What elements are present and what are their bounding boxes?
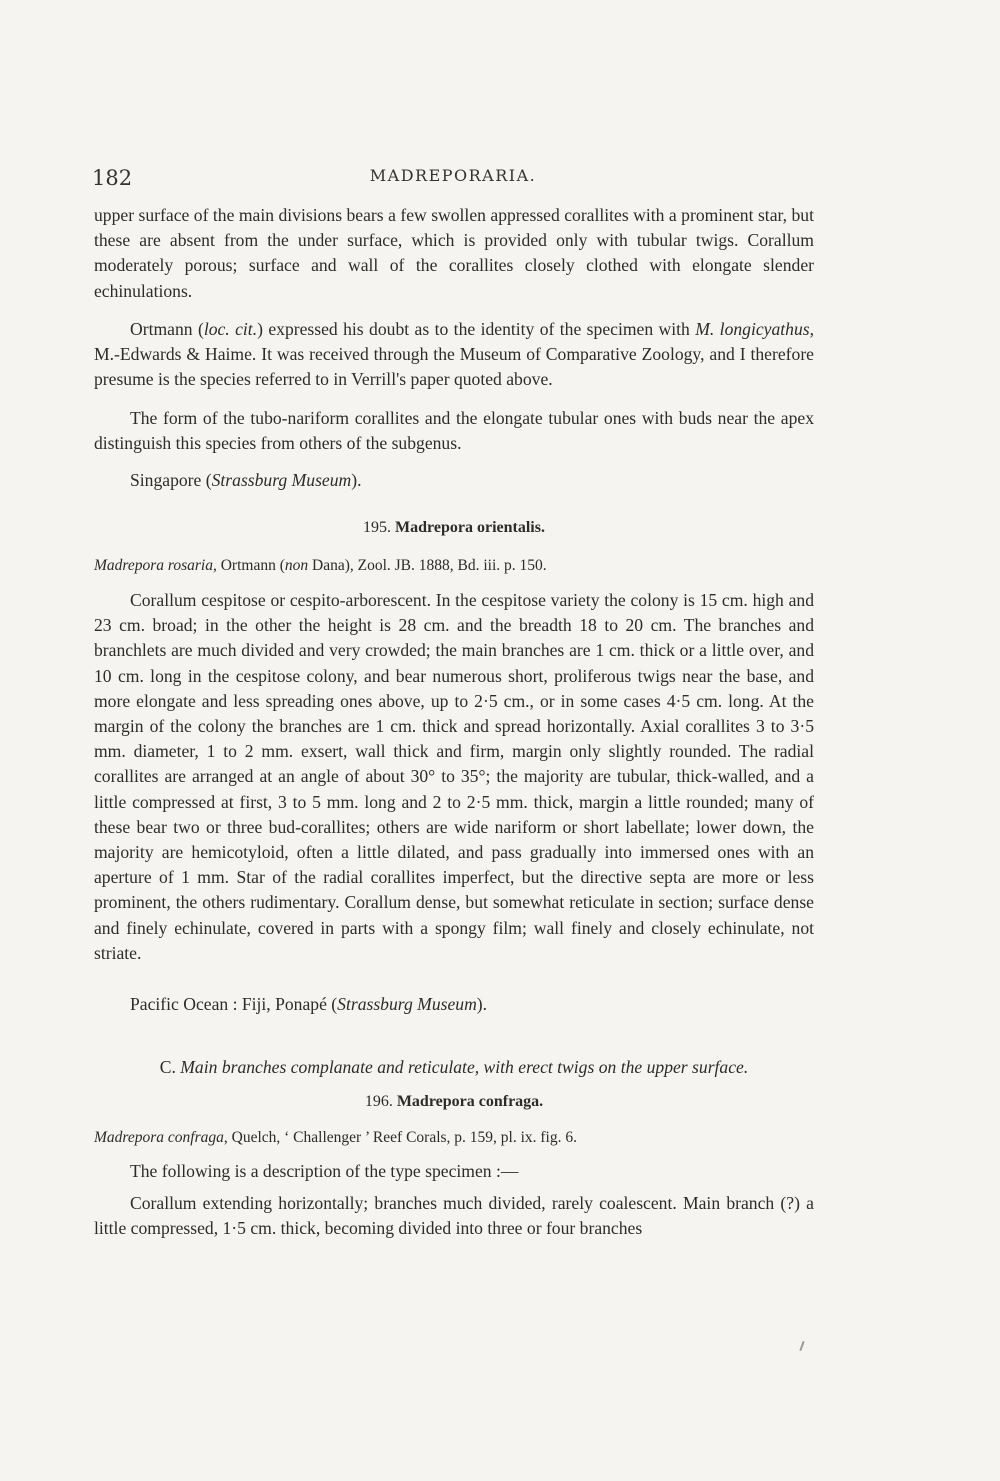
synonymy-195	[94, 557, 814, 575]
paragraph-continuation: upper surface of the main divisions bears a few swollen appressed corallites with a prominent star, but these are absent from the under surface, which is provided only with tubular twigs. Corallum moderately porous; surface and wall of the corallites closely clothed with elongate slender echinulations.	[94, 205, 814, 301]
citation-loc-cit: loc. cit.	[203, 319, 258, 339]
section-label: C.	[159, 1057, 176, 1077]
species-name-inline: M. longicyathus	[695, 319, 810, 339]
species-number: 196.	[364, 1093, 393, 1110]
stray-pencil-mark	[799, 1341, 804, 1351]
synonym-name: Madrepora rosaria	[94, 557, 213, 574]
section-title: Main branches complanate and reticulate, with erect twigs on the upper surface.	[180, 1057, 749, 1077]
text-run: ).	[351, 470, 362, 490]
text-run: Singapore (	[130, 470, 212, 490]
species-number: 195.	[363, 519, 392, 536]
text-run: Ortmann (	[130, 319, 204, 339]
text-run: , Ortmann (	[212, 557, 285, 574]
running-head: MADREPORARIA.	[369, 166, 537, 185]
museum-name: Strassburg Museum	[337, 994, 477, 1014]
text-run: ).	[476, 994, 488, 1014]
synonym-non: non	[284, 557, 309, 574]
species-title: Madrepora orientalis.	[395, 519, 545, 536]
species-title: Madrepora confraga.	[396, 1093, 544, 1110]
species-description-195: Corallum cespitose or cespito-arborescent. In the cespitose variety the colony is 15 cm. high and 23 cm. broad; in the other the height is 28 cm. and the breadth 18 to 20 cm. The branches and branchlets are much divided and very crowded; the main branches are 1 cm. thick or a little over, and 10 cm. long in the cespitose colony, and bear numerous short, proliferous twigs near the base, and more elongate and less spreading ones above, up to 2·5 cm., or in some cases 4·5 cm. long. At the margin of the colony the branches are 1 cm. thick and spread horizontally. Axial corallites 3 to 3·5 mm. diameter, 1 to 2 mm. exsert, wall thick and firm, margin only slightly rounded. The radial corallites are arranged at an angle of about 30° to 35°; the majority are tubular, thick-walled, and a little compressed at first, 3 to 5 mm. long and 2 to 2·5 mm. thick, margin a little rounded; many of these bear two or three bud-corallites; others are wide nariform or short labellate; lower down, the majority are hemicotyloid, often a little dilated, and pass gradually into immersed ones with an aperture of 1 mm. Star of the radial corallites imperfect, but the directive septa are more or less prominent, the others rudimentary. Corallum dense, but somewhat reticulate in section; surface dense and finely echinulate, covered in parts with a spongy film; wall finely and closely echinulate, not striate.	[94, 590, 814, 963]
text-run: , M.-Edwards & Haime. It was received through the Museum of Comparative Zoology, and I therefore presume is the species referred to in Verrill's paper quoted above.	[94, 319, 814, 390]
page-number: 182	[92, 166, 133, 190]
paragraph-distinguishing-note: The form of the tubo-nariform corallites and the elongate tubular ones with buds near the apex distinguish this species from others of the subgenus.	[94, 408, 814, 454]
text-run: , Quelch, ‘ Challenger ’ Reef Corals, p. 159, pl. ix. fig. 6.	[223, 1129, 577, 1146]
page-header	[92, 160, 814, 190]
section-heading-c	[94, 1055, 814, 1080]
text-run: Dana), Zool. JB. 1888, Bd. iii. p. 150.	[308, 557, 547, 574]
museum-name: Strassburg Museum	[211, 470, 352, 490]
text-run: ) expressed his doubt as to the identity of the specimen with	[257, 319, 696, 339]
paragraph-locality	[94, 468, 814, 493]
type-specimen-intro: The following is a description of the type specimen :—	[130, 1161, 519, 1181]
synonymy-196	[94, 1129, 814, 1147]
species-locality-195	[94, 992, 814, 1017]
synonym-name: Madrepora confraga	[94, 1129, 224, 1146]
paragraph-identity-note	[94, 317, 814, 393]
species-heading-195	[94, 519, 814, 537]
species-description-196: Corallum extending horizontally; branches much divided, rarely coalescent. Main branch (?) a little compressed, 1·5 cm. thick, becoming divided into three or four branches	[94, 1193, 814, 1239]
species-heading-196	[94, 1093, 814, 1111]
text-run: Pacific Ocean : Fiji, Ponapé (	[130, 994, 338, 1014]
